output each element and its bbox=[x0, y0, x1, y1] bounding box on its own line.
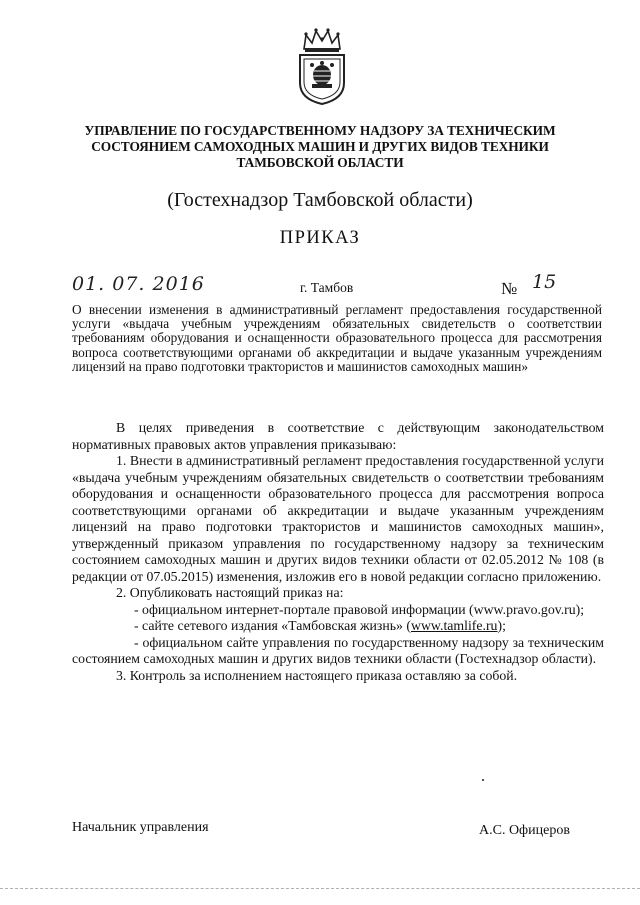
header-line-2: СОСТОЯНИЕМ САМОХОДНЫХ МАШИН И ДРУГИХ ВИДОВ ТЕХНИКИ bbox=[91, 139, 549, 154]
header-line-3: ТАМБОВСКОЙ ОБЛАСТИ bbox=[236, 155, 404, 170]
speck bbox=[482, 779, 484, 781]
page-edge-divider bbox=[0, 888, 640, 889]
agency-short-name: (Гостехнадзор Тамбовской области) bbox=[167, 189, 473, 211]
signatory-title: Начальник управления bbox=[72, 820, 209, 835]
order-number: 15 bbox=[532, 271, 557, 293]
item-2: 2. Опубликовать настоящий приказ на: bbox=[116, 585, 344, 600]
signatory-name: А.С. Офицеров bbox=[479, 823, 570, 838]
intro-paragraph: В целях приведения в соответствие с действующим законодательством нормативных правовых актов управления приказываю: bbox=[72, 420, 604, 452]
item-2b bbox=[72, 618, 604, 635]
order-subject: О внесении изменения в административный регламент предоставления государственной услуги «выдача учебным учреждениям обязательных свидетельств о соответствии требованиям оборудования и оснащенности образовательного процесса для рассмотрения вопроса соответствующими органами об аккредитации и выдаче указанным учреждениям лицензий на право подготовки трактористов и машинистов самоходных машин» bbox=[72, 302, 602, 374]
tamlife-link[interactable]: www.tamlife.ru bbox=[411, 618, 498, 633]
coat-of-arms-icon bbox=[294, 27, 350, 105]
item-1: 1. Внести в административный регламент предоставления государственной услуги «выдача учебным учреждениям обязательных свидетельств о соответствии требованиям оборудования и оснащенности образовательного процесса для рассмотрения вопроса соответствующими органами об аккредитации и выдаче указанным учреждениям лицензий на право подготовки трактористов и машинистов самоходных машин», утвержденный приказом управления по государственному надзору за техническим состоянием самоходных машин и других видов техники области от 02.05.2012 № 108 (в редакции от 07.05.2015) изменения, изложив его в новой редакции согласно приложению. bbox=[72, 453, 604, 584]
order-body bbox=[72, 420, 604, 684]
header-line-1: УПРАВЛЕНИЕ ПО ГОСУДАРСТВЕННОМУ НАДЗОРУ ЗА ТЕХНИЧЕСКИМ bbox=[84, 123, 556, 138]
agency-header bbox=[60, 123, 580, 171]
item-2b-text: - сайте сетевого издания «Тамбовская жизнь» ( bbox=[134, 618, 411, 633]
item-3: 3. Контроль за исполнением настоящего приказа оставляю за собой. bbox=[116, 667, 518, 683]
order-city: г. Тамбов bbox=[300, 280, 354, 295]
item-2a: - официальном интернет-портале правовой информации (www.pravo.gov.ru); bbox=[134, 601, 585, 617]
item-2c: - официальном сайте управления по государственному надзору за техническим состоянием самоходных машин и других видов техники области (Гостехнадзор области). bbox=[72, 634, 604, 666]
order-number-label: № bbox=[501, 279, 518, 298]
document-title: ПРИКАЗ bbox=[279, 228, 361, 248]
item-2b-end: ); bbox=[497, 618, 506, 633]
order-date: 01. 07. 2016 bbox=[72, 273, 205, 295]
